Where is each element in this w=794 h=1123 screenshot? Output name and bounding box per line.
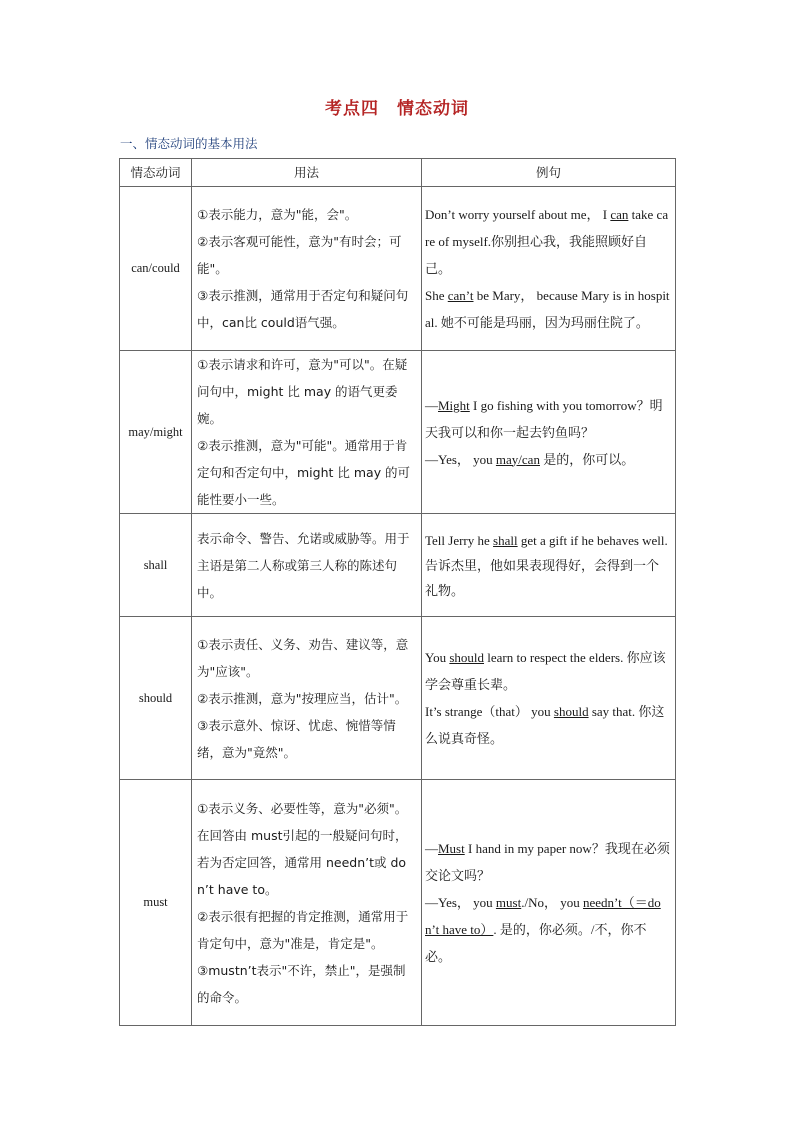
example-sentence: —Must I hand in my paper now？我现在必须交论文吗？ — [425, 841, 670, 883]
verb-cell: shall — [120, 514, 192, 617]
header-example: 例句 — [422, 159, 676, 187]
usage-item: ②表示推测，意为"可能"。通常用于肯定句和否定句中，might 比 may 的可能性要小一些。 — [197, 438, 411, 507]
section-heading: 一、情态动词的基本用法 — [120, 136, 258, 151]
table-header-row — [120, 159, 676, 187]
usage-item: ③表示意外、惊讶、忧虑、惋惜等情绪，意为"竟然"。 — [197, 717, 396, 760]
title-part1: 考点四 — [325, 99, 379, 119]
table-row — [120, 187, 676, 351]
usage-item: ③mustn’t表示"不许，禁止"，是强制的命令。 — [197, 962, 406, 1005]
header-verb: 情态动词 — [120, 159, 192, 187]
verb-cell: can/could — [120, 187, 192, 351]
example-translation: 告诉杰里，他如果表现得好，会得到一个礼物。 — [425, 557, 660, 598]
usage-item: ①表示请求和许可，意为"可以"。在疑问句中，might 比 may 的语气更委婉。 — [197, 357, 408, 426]
example-sentence: —Yes， you must./No， you needn’t（＝don’t have to）. 是的，你必须。/不，你不必。 — [425, 895, 661, 964]
usage-cell — [192, 351, 422, 514]
usage-item: 表示命令、警告、允诺或威胁等。用于主语是第二人称或第三人称的陈述句中。 — [197, 530, 410, 600]
example-sentence: —Yes， you may/can 是的，你可以。 — [425, 451, 635, 467]
example-cell — [422, 780, 676, 1026]
table-row — [120, 617, 676, 780]
example-sentence: She can’t be Mary， because Mary is in hospital. 她不可能是玛丽，因为玛丽住院了。 — [425, 288, 670, 330]
table-row — [120, 514, 676, 617]
usage-cell — [192, 780, 422, 1026]
usage-item: ①表示能力，意为"能，会"。 — [197, 207, 358, 222]
example-cell — [422, 514, 676, 617]
usage-item: ②表示推测，意为"按理应当，估计"。 — [197, 690, 408, 706]
page-title — [0, 94, 794, 119]
verb-cell: should — [120, 617, 192, 780]
example-sentence: It’s strange（that） you should say that. 你这么说真奇怪。 — [425, 704, 665, 746]
usage-cell — [192, 187, 422, 351]
usage-item: ①表示义务、必要性等，意为"必须"。在回答由 must引起的一般疑问句时，若为否定回答，通常用 needn’t或 don’t have to。 — [197, 800, 408, 897]
example-sentence: Don’t worry yourself about me， I can take care of myself.你别担心我，我能照顾好自己。 — [425, 207, 669, 276]
usage-item: ①表示责任、义务、劝告、建议等，意为"应该"。 — [197, 636, 409, 679]
table-row — [120, 780, 676, 1026]
usage-item: ②表示很有把握的肯定推测，通常用于肯定句中，意为"准是，肯定是"。 — [197, 908, 409, 951]
title-part2: 情态动词 — [397, 99, 469, 119]
header-usage: 用法 — [192, 159, 422, 187]
example-cell — [422, 351, 676, 514]
example-cell — [422, 617, 676, 780]
usage-cell — [192, 617, 422, 780]
verb-cell: must — [120, 780, 192, 1026]
table-row — [120, 351, 676, 514]
example-sentence: Tell Jerry he shall get a gift if he behaves well. — [425, 532, 668, 548]
usage-cell — [192, 514, 422, 617]
example-cell — [422, 187, 676, 351]
verb-cell: may/might — [120, 351, 192, 514]
example-sentence: You should learn to respect the elders. 你应该学会尊重长辈。 — [425, 650, 666, 692]
usage-item: ③表示推测，通常用于否定句和疑问句中，can比 could语气强。 — [197, 288, 409, 330]
usage-item: ②表示客观可能性，意为"有时会；可能"。 — [197, 234, 402, 276]
modal-verbs-table — [119, 158, 676, 1026]
example-sentence: —Might I go fishing with you tomorrow？明天我可以和你一起去钓鱼吗？ — [425, 397, 663, 440]
